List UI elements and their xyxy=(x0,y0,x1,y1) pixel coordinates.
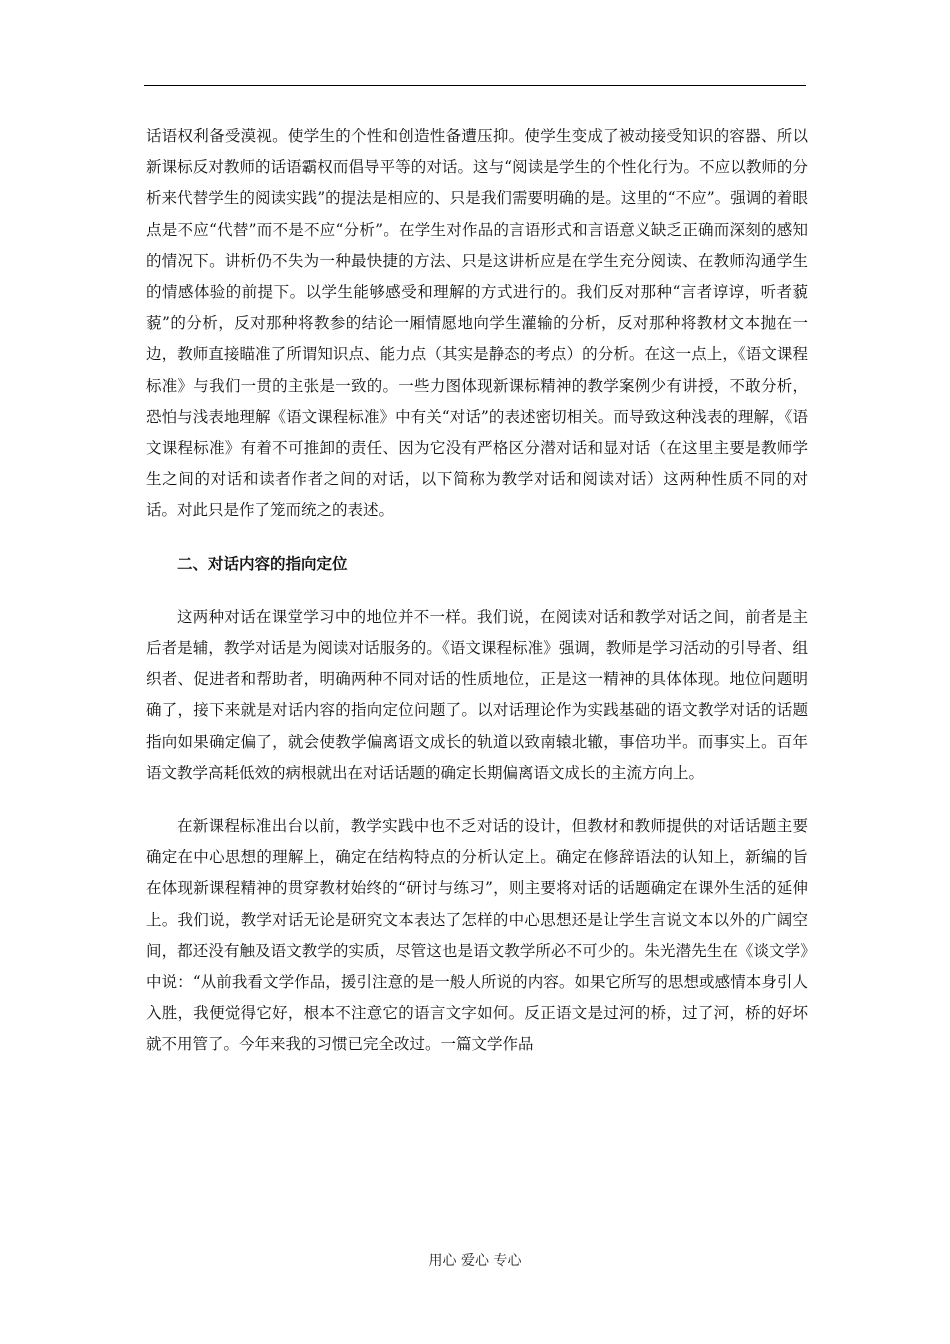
header-rule xyxy=(144,85,806,86)
paragraph-gap xyxy=(146,789,808,811)
page-footer: 用心 爱心 专心 xyxy=(428,1253,522,1269)
document-body xyxy=(146,121,808,1061)
section-heading: 二、对话内容的指向定位 xyxy=(177,554,348,573)
paragraph-1: 话语权利备受漠视。使学生的个性和创造性备遭压抑。使学生变成了被动接受知识的容器、所以新课标反对教师的话语霸权而倡导平等的对话。这与“阅读是学生的个性化行为。不应以教师的分析来代替学生的阅读实践”的提法是相应的、只是我们需要明确的是。这里的“不应”。强调的着眼点是不应“代替”而不是不应“分析”。在学生对作品的言语形式和言语意义缺乏正确而深刻的感知的情况下。讲析仍不失为一种最快捷的方法、只是这讲析应是在学生充分阅读、在教师沟通学生的情感体验的前提下。以学生能够感受和理解的方式进行的。我们反对那种“言者谆谆，听者藐藐”的分析，反对那种将教参的结论一厢情愿地向学生灌输的分析，反对那种将教材文本抛在一边，教师直接瞄准了所谓知识点、能力点（其实是静态的考点）的分析。在这一点上，《语文课程标准》与我们一贯的主张是一致的。一些力图体现新课标精神的教学案例少有讲授，不敢分析，恐怕与浅表地理解《语文课程标准》中有关“对话”的表述密切相关。而导致这种浅表的理解，《语文课程标准》有着不可推卸的责任、因为它没有严格区分潜对话和显对话（在这里主要是教师学生之间的对话和读者作者之间的对话，以下简称为教学对话和阅读对话）这两种性质不同的对话。对此只是作了笼而统之的表述。 xyxy=(146,127,808,520)
paragraph-3: 在新课程标准出台以前，教学实践中也不乏对话的设计，但教材和教师提供的对话话题主要确定在中心思想的理解上，确定在结构特点的分析认定上。确定在修辞语法的认知上，新编的旨在体现新课程精神的贯穿教材始终的“研讨与练习”，则主要将对话的话题确定在课外生活的延伸上。我们说，教学对话无论是研究文本表达了怎样的中心思想还是让学生言说文本以外的广阔空间，都还没有触及语文教学的实质，尽管这也是语文教学所必不可少的。朱光潜先生在《谈文学》中说：“从前我看文学作品，援引注意的是一般人所说的内容。如果它所写的思想或感情本身引人入胜，我便觉得它好，根本不注意它的语言文字如何。反正语文是过河的桥，过了河，桥的好坏就不用管了。今年来我的习惯已完全改过。一篇文学作品 xyxy=(146,817,808,1054)
paragraph-gap xyxy=(146,527,808,549)
paragraph-gap xyxy=(146,580,808,602)
paragraph-2: 这两种对话在课堂学习中的地位并不一样。我们说，在阅读对话和教学对话之间，前者是主后者是辅，教学对话是为阅读对话服务的。《语文课程标准》强调，教师是学习活动的引导者、组织者、促进者和帮助者，明确两种不同对话的性质地位，正是这一精神的具体体现。地位问题明确了，接下来就是对话内容的指向定位问题了。以对话理论作为实践基础的语文教学对话的话题指向如果确定偏了，就会使教学偏离语文成长的轨道以致南辕北辙，事倍功半。而事实上。百年语文教学高耗低效的病根就出在对话话题的确定长期偏离语文成长的主流方向上。 xyxy=(146,607,808,782)
